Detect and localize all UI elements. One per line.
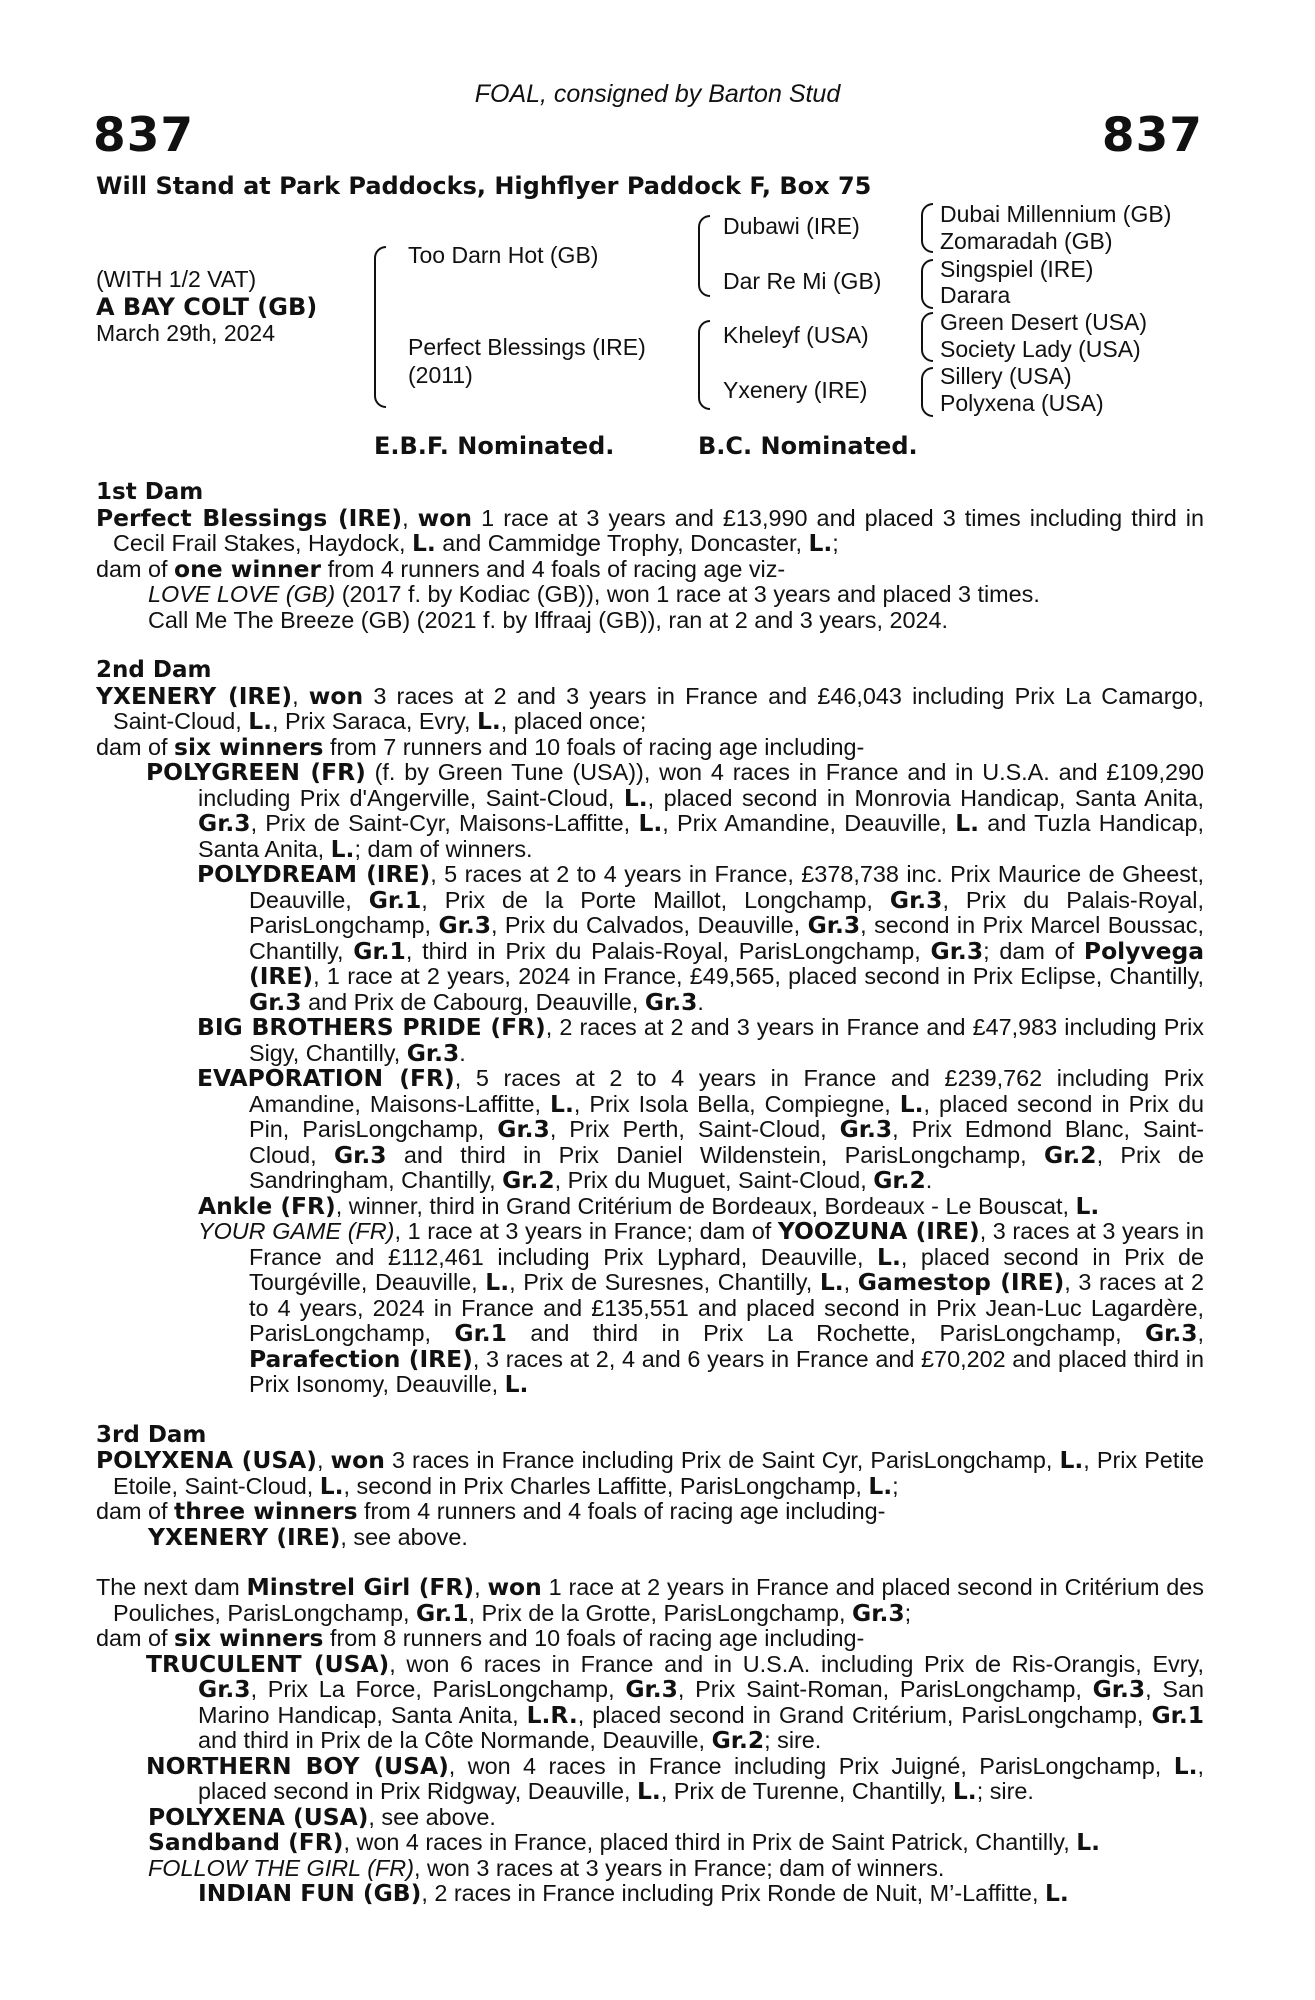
foaling-date: March 29th, 2024 xyxy=(96,320,276,346)
pedigree-brace xyxy=(698,215,710,297)
dam-sire-sire: Green Desert (USA) xyxy=(940,309,1148,335)
second-dam-produce-summary: dam of six winners from 7 runners and 10 foals of racing age including- xyxy=(96,732,865,761)
pedigree-brace xyxy=(921,259,933,309)
first-dam-heading: 1st Dam xyxy=(96,479,204,505)
sire-dam: Dar Re Mi (GB) xyxy=(723,268,882,294)
first-dam-produce-summary: dam of one winner from 4 runners and 4 foals of racing age viz- xyxy=(96,554,786,583)
second-dam-record: YXENERY (IRE), won 3 races at 2 and 3 years in France and £46,043 including Prix La Camargo, Saint-Cloud, L., Prix Saraca, Evry, L., placed once; xyxy=(96,681,1204,735)
sire-dam-sire: Singspiel (IRE) xyxy=(940,256,1094,282)
lot-number-left: 837 xyxy=(93,108,195,163)
pedigree-brace xyxy=(921,367,933,417)
produce-item: Ankle (FR), winner, third in Grand Critérium de Bordeaux, Bordeaux - Le Bouscat, L. xyxy=(198,1191,1100,1220)
ebf-nomination: E.B.F. Nominated. xyxy=(374,432,615,460)
dam-year: (2011) xyxy=(408,362,473,388)
dam-dam-dam: Polyxena (USA) xyxy=(940,390,1104,416)
vat-note: (WITH 1/2 VAT) xyxy=(96,266,257,292)
pedigree-brace xyxy=(374,246,386,408)
pedigree-brace xyxy=(698,320,710,410)
produce-item: EVAPORATION (FR), 5 races at 2 to 4 years in France and £239,762 including Prix Amandine, Maisons-Laffitte, L., Prix Isola Bella, Compiegne, L., placed second in Prix du Pin, ParisLongchamp, Gr.3, Prix Perth, Saint-Cloud, Gr.3, Prix Edmond Blanc, Saint-Cloud, Gr.3 and third in Prix Daniel Wildenstein, ParisLongchamp, Gr.2, Prix de Sandringham, Chantilly, Gr.2, Prix du Muguet, Saint-Cloud, Gr.2. xyxy=(197,1064,1205,1194)
next-dam-record: The next dam Minstrel Girl (FR), won 1 race at 2 years in France and placed second in Critérium des Pouliches, ParisLongchamp, Gr.1, Prix de la Grotte, ParisLongchamp, Gr.3; xyxy=(96,1573,1205,1627)
produce-item: POLYGREEN (FR) (f. by Green Tune (USA)), won 4 races in France and in U.S.A. and £109,290 including Prix d'Angerville, Saint-Cloud, L., placed second in Monrovia Handicap, Santa Anita, Gr.3, Prix de Saint-Cyr, Maisons-Laffitte, L., Prix Amandine, Deauville, L. and Tuzla Handicap, Santa Anita, L.; dam of winners. xyxy=(146,758,1205,863)
produce-item: Sandband (FR), won 4 races in France, placed third in Prix de Saint Patrick, Chantilly, L. xyxy=(148,1828,1101,1856)
produce-item: TRUCULENT (USA), won 6 races in France and in U.S.A. including Prix de Ris-Orangis, Evry, Gr.3, Prix La Force, ParisLongchamp, Gr.3, Prix Saint-Roman, ParisLongchamp, Gr.3, San Marino Handicap, Santa Anita, L.R., placed second in Grand Critérium, ParisLongchamp, Gr.1 and third in Prix de la Côte Normande, Deauville, Gr.2; sire. xyxy=(146,1649,1205,1754)
sire-sire-sire: Dubai Millennium (GB) xyxy=(940,201,1172,227)
consignment-line: FOAL, consigned by Barton Stud xyxy=(474,80,841,108)
produce-item: POLYXENA (USA), see above. xyxy=(148,1802,496,1831)
dam-sire: Kheleyf (USA) xyxy=(723,322,869,348)
produce-item: YXENERY (IRE), see above. xyxy=(148,1522,468,1551)
produce-item: POLYDREAM (IRE), 5 races at 2 to 4 years in France, £378,738 inc. Prix Maurice de Gheest, Deauville, Gr.1, Prix de la Porte Maillot, Longchamp, Gr.3, Prix du Palais-Royal, ParisLongchamp, Gr.3, Prix du Calvados, Deauville, Gr.3, second in Prix Marcel Boussac, Chantilly, Gr.1, third in Prix du Palais-Royal, ParisLongchamp, Gr.3; dam of Polyvega (IRE), 1 race at 2 years, 2024 in France, £49,565, placed second in Prix Eclipse, Chantilly, Gr.3 and Prix de Cabourg, Deauville, Gr.3. xyxy=(197,860,1205,1016)
dam-dam-sire: Sillery (USA) xyxy=(940,363,1072,389)
stand-location: Will Stand at Park Paddocks, Highflyer Paddock F, Box 75 xyxy=(96,172,872,200)
horse-name: A BAY COLT (GB) xyxy=(96,293,318,321)
produce-item: BIG BROTHERS PRIDE (FR), 2 races at 2 and 3 years in France and £47,983 including Prix Sigy, Chantilly, Gr.3. xyxy=(197,1013,1204,1067)
produce-item: LOVE LOVE (GB) (2017 f. by Kodiac (GB)), won 1 race at 3 years and placed 3 times. xyxy=(148,581,1040,607)
produce-item: INDIAN FUN (GB), 2 races in France including Prix Ronde de Nuit, M’-Laffitte, L. xyxy=(198,1879,1069,1907)
bc-nomination: B.C. Nominated. xyxy=(698,432,918,460)
pedigree-brace xyxy=(921,203,933,253)
catalogue-body xyxy=(96,480,1204,1907)
sire-sire: Dubawi (IRE) xyxy=(723,213,860,239)
pedigree-brace xyxy=(921,312,933,362)
third-dam-heading: 3rd Dam xyxy=(96,1421,207,1448)
first-dam-record: Perfect Blessings (IRE), won 1 race at 3 years and £13,990 and placed 3 times including third in Cecil Frail Stakes, Haydock, L. and Cammidge Trophy, Doncaster, L.; xyxy=(96,503,1204,557)
dam-sire-dam: Society Lady (USA) xyxy=(940,336,1141,362)
produce-item: NORTHERN BOY (USA), won 4 races in France including Prix Juigné, ParisLongchamp, L., placed second in Prix Ridgway, Deauville, L., Prix de Turenne, Chantilly, L.; sire. xyxy=(146,1751,1204,1805)
dam-dam: Yxenery (IRE) xyxy=(723,377,868,403)
produce-item: FOLLOW THE GIRL (FR), won 3 races at 3 years in France; dam of winners. xyxy=(148,1854,945,1881)
sire: Too Darn Hot (GB) xyxy=(408,242,599,268)
third-dam-produce-summary: dam of three winners from 4 runners and 4 foals of racing age including- xyxy=(96,1497,886,1525)
second-dam-heading: 2nd Dam xyxy=(96,657,212,683)
produce-item: Call Me The Breeze (GB) (2021 f. by Iffraaj (GB)), ran at 2 and 3 years, 2024. xyxy=(148,606,948,633)
lot-number-right: 837 xyxy=(1101,108,1203,163)
next-dam-produce-summary: dam of six winners from 8 runners and 10 foals of racing age including- xyxy=(96,1624,865,1652)
sire-sire-dam: Zomaradah (GB) xyxy=(940,228,1113,254)
produce-item: YOUR GAME (FR), 1 race at 3 years in France; dam of YOOZUNA (IRE), 3 races at 3 years in France and £112,461 including Prix Lyphard, Deauville, L., placed second in Prix de Tourgéville, Deauville, L., Prix de Suresnes, Chantilly, L., Gamestop (IRE), 3 races at 2 to 4 years, 2024 in France and £135,551 and placed second in Prix Jean-Luc Lagardère, ParisLongchamp, Gr.1 and third in Prix La Rochette, ParisLongchamp, Gr.3, Parafection (IRE), 3 races at 2, 4 and 6 years in France and £70,202 and placed third in Prix Isonomy, Deauville, L. xyxy=(198,1217,1205,1398)
sire-dam-dam: Darara xyxy=(940,282,1011,308)
third-dam-record: POLYXENA (USA), won 3 races in France including Prix de Saint Cyr, ParisLongchamp, L., Prix Petite Etoile, Saint-Cloud, L., second in Prix Charles Laffitte, ParisLongchamp, L.; xyxy=(96,1446,1205,1500)
dam: Perfect Blessings (IRE) xyxy=(408,334,646,360)
